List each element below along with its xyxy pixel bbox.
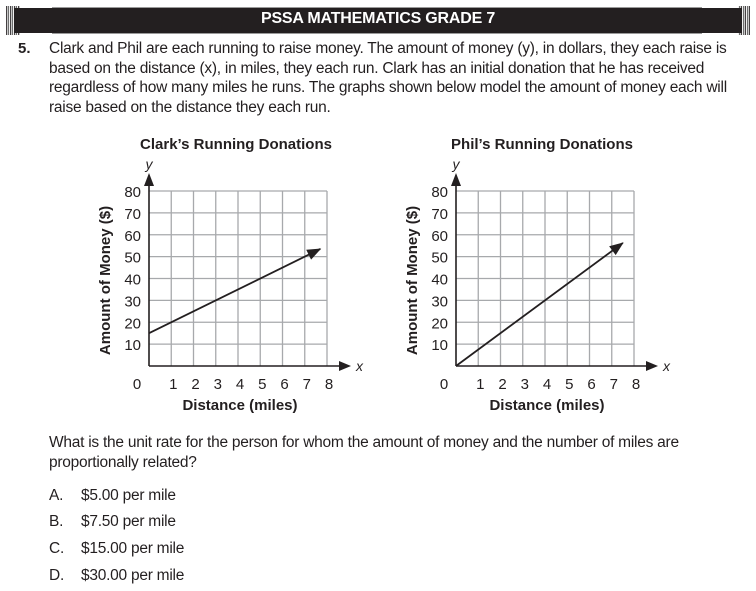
y-tick-label: 20 — [431, 315, 448, 333]
phil-chart — [0, 130, 756, 425]
choice-text: $7.50 per mile — [81, 513, 176, 530]
choice-c[interactable] — [49, 540, 184, 558]
header-rule-bottom — [52, 33, 702, 34]
x-tick-label: 5 — [258, 376, 267, 393]
x-tick-label: 7 — [302, 376, 311, 393]
x-axis-variable-label: x — [663, 358, 670, 374]
problem-text: Clark and Phil are each running to raise money. The amount of money (y), in dollars, they each raise is based on the distance (x), in miles, they each run. Clark has an initial donation that he has received regardless of how many miles he runs. The graphs shown below model the amount of money each will raise based on the distance they each run. — [49, 40, 727, 116]
x-tick-label: 6 — [587, 376, 596, 393]
chart-title: Clark’s Running Donations — [140, 136, 332, 153]
choice-b[interactable] — [49, 513, 176, 531]
choice-text: $5.00 per mile — [81, 487, 176, 504]
choice-d[interactable] — [49, 567, 184, 585]
choice-letter: A. — [49, 487, 64, 504]
origin-label: 0 — [132, 376, 142, 393]
x-tick-label: 1 — [169, 376, 178, 393]
x-axis-title: Distance (miles) — [182, 397, 298, 414]
x-axis-variable-label: x — [356, 358, 363, 374]
x-tick-label: 8 — [324, 376, 334, 393]
choice-a[interactable] — [49, 487, 176, 505]
x-tick-label: 2 — [498, 376, 507, 393]
problem-number: 5. — [18, 40, 31, 57]
x-axis-title: Distance (miles) — [489, 397, 605, 414]
y-axis-title: Amount of Money ($) — [404, 205, 421, 356]
y-axis-title: Amount of Money ($) — [97, 205, 114, 356]
series-line-phil — [456, 243, 623, 366]
y-tick-label: 30 — [431, 293, 448, 311]
x-tick-label: 4 — [235, 376, 245, 393]
y-tick-label: 70 — [124, 205, 141, 223]
choice-letter: D. — [49, 567, 64, 584]
choice-text: $15.00 per mile — [81, 540, 185, 557]
y-tick-label: 50 — [124, 249, 141, 267]
choice-letter: C. — [49, 540, 64, 557]
x-tick-label: 1 — [476, 376, 485, 393]
y-axis-variable-label: y — [145, 156, 153, 172]
y-tick-label: 80 — [124, 184, 141, 201]
x-tick-label: 3 — [520, 376, 529, 393]
x-tick-label: 5 — [565, 376, 574, 393]
x-tick-label: 8 — [631, 376, 641, 393]
x-tick-label: 6 — [280, 376, 289, 393]
y-tick-label: 50 — [431, 249, 448, 267]
y-tick-label: 30 — [124, 293, 141, 311]
x-axis-arrow-icon — [646, 361, 658, 371]
origin-label: 0 — [439, 376, 449, 393]
chart-title: Phil’s Running Donations — [451, 136, 633, 153]
y-axis-variable-label: y — [452, 156, 460, 172]
y-tick-label: 40 — [431, 271, 448, 289]
question-text: What is the unit rate for the person for whom the amount of money and the number of miles are proportionally related? — [49, 434, 679, 471]
y-tick-label: 10 — [431, 337, 448, 355]
y-tick-label: 10 — [124, 337, 141, 355]
y-tick-label: 70 — [431, 205, 448, 223]
x-tick-label: 3 — [213, 376, 222, 393]
choice-letter: B. — [49, 513, 64, 530]
y-tick-label: 60 — [124, 227, 141, 245]
y-axis-arrow-icon — [451, 173, 461, 186]
header-title: PSSA MATHEMATICS GRADE 7 — [260, 10, 496, 27]
x-tick-label: 4 — [542, 376, 552, 393]
x-tick-label: 7 — [609, 376, 618, 393]
y-tick-label: 20 — [124, 315, 141, 333]
y-tick-label: 40 — [124, 271, 141, 289]
y-tick-label: 60 — [431, 227, 448, 245]
x-tick-label: 2 — [191, 376, 200, 393]
choice-text: $30.00 per mile — [81, 567, 185, 584]
y-tick-label: 80 — [431, 184, 448, 201]
